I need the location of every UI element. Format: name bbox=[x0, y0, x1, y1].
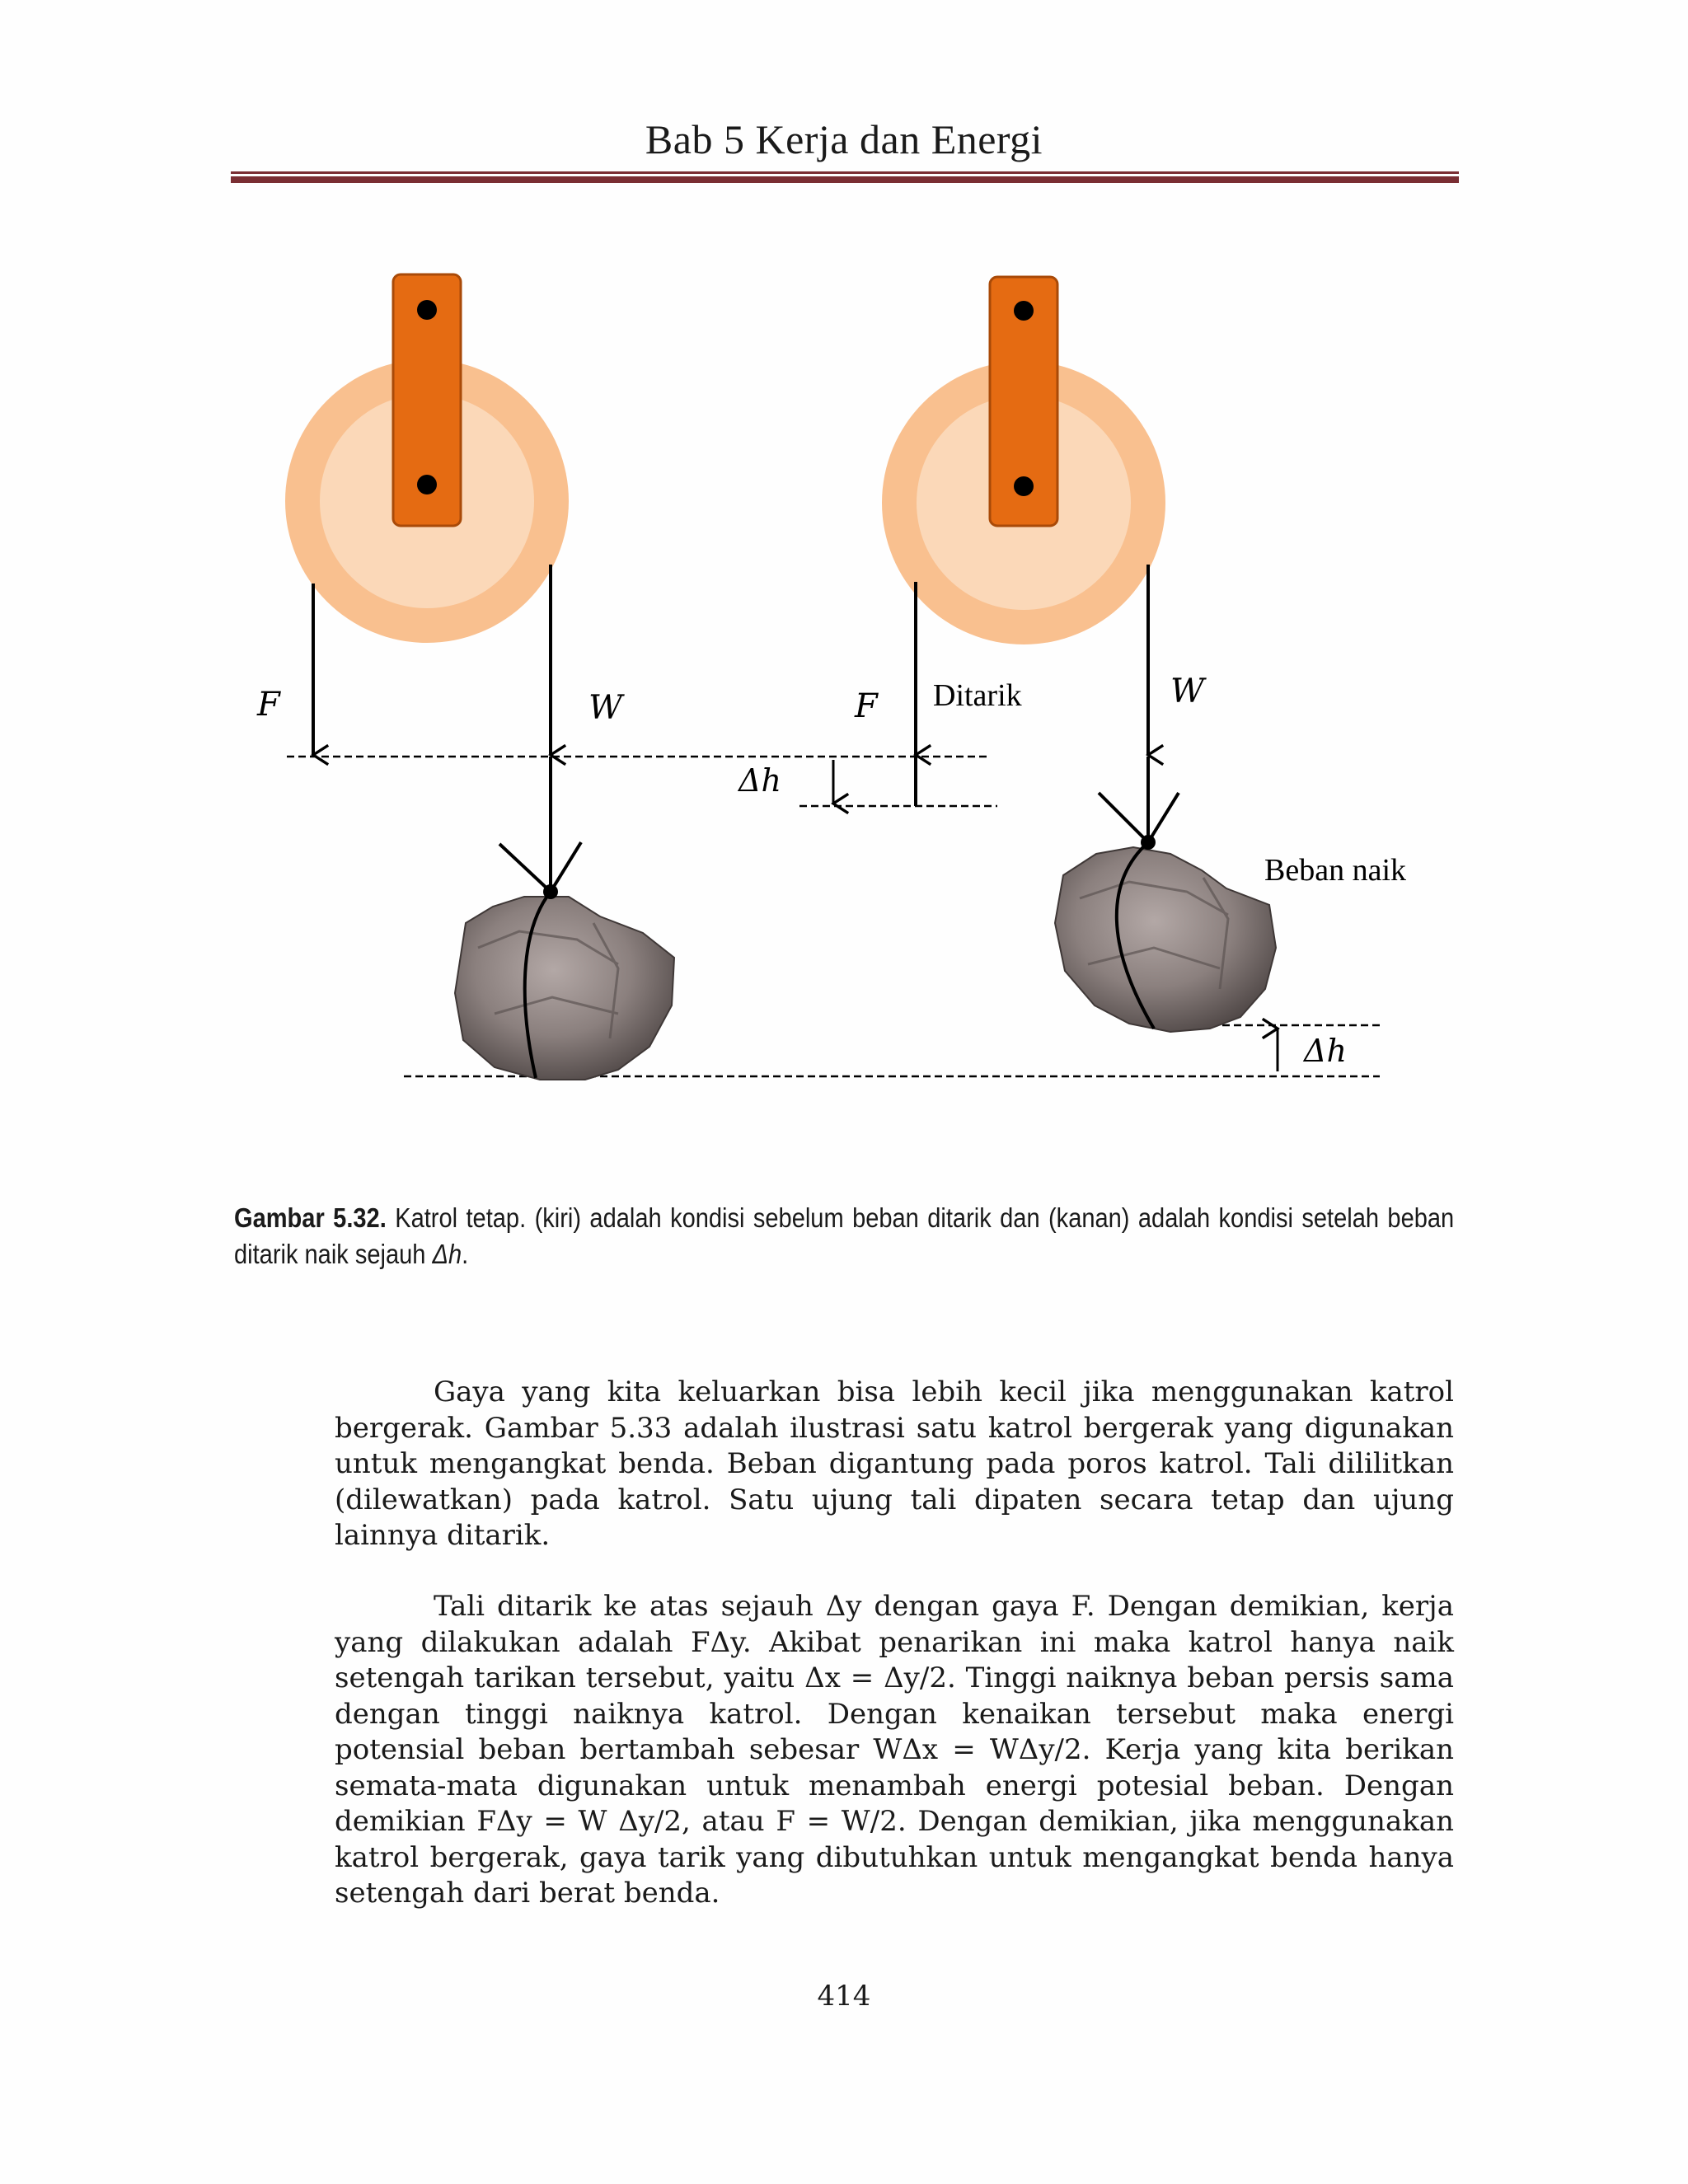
header-rule bbox=[231, 171, 1459, 174]
right-rock bbox=[1055, 793, 1276, 1032]
right-bracket-pin-top bbox=[1014, 301, 1034, 321]
left-bracket-axle bbox=[417, 475, 437, 494]
right-pulley bbox=[882, 277, 1165, 644]
delta-h-right-label: Δh bbox=[1304, 1033, 1347, 1069]
figure-caption bbox=[234, 1200, 1454, 1272]
left-pulley bbox=[285, 274, 569, 643]
paragraph-2 bbox=[335, 1589, 1454, 1912]
right-rope-knot-point bbox=[1141, 835, 1156, 850]
left-bracket-pin-top bbox=[417, 300, 437, 320]
right-rock-body bbox=[1055, 847, 1276, 1032]
header-rule-thick bbox=[231, 176, 1459, 183]
left-rope-knot-point bbox=[543, 884, 558, 899]
chapter-title: Bab 5 Kerja dan Energi bbox=[645, 116, 1043, 162]
paragraph-1 bbox=[335, 1375, 1454, 1554]
caption-label: Gambar 5.32. bbox=[234, 1202, 387, 1233]
left-F-label: F bbox=[257, 686, 280, 724]
left-rock-body bbox=[455, 897, 674, 1080]
ditarik-label: Ditarik bbox=[933, 678, 1022, 713]
paragraph-2-text: Tali ditarik ke atas sejauh Δy dengan gaya F. Dengan demikian, kerja yang dilakukan adalah FΔy. Akibat penarikan ini maka katrol hanya naik setengah tarikan tersebut, yaitu Δx = Δy/2. Tinggi naiknya beban persis sama dengan tinggi naiknya katrol. Dengan kenaikan tersebut maka energi potensial beban bertambah sebesar WΔx = WΔy/2. Kerja yang kita berikan semata-mata digunakan untuk menambah energi potesial beban. Dengan demikian FΔy = W Δy/2, atau F = W/2. Dengan demikian, jika menggunakan katrol bergerak, gaya tarik yang dibutuhkan untuk mengangkat benda hanya setengah dari berat benda. bbox=[335, 1590, 1454, 1910]
caption-end: . bbox=[462, 1239, 469, 1269]
pulley-figure bbox=[231, 223, 1459, 1129]
caption-symbol: Δh bbox=[432, 1239, 462, 1269]
page-number: 414 bbox=[817, 1980, 871, 2013]
right-bracket-axle bbox=[1014, 476, 1034, 496]
beban-naik-label: Beban naik bbox=[1264, 853, 1407, 888]
left-rope-knot bbox=[499, 842, 581, 892]
caption-text: Katrol tetap. (kiri) adalah kondisi sebelum beban ditarik dan (kanan) adalah kondisi setelah beban ditarik naik sejauh bbox=[234, 1202, 1455, 1269]
right-rope-knot bbox=[1099, 793, 1179, 842]
right-F-label: F bbox=[855, 687, 878, 725]
left-W-label: W bbox=[588, 689, 623, 727]
delta-h-left-label: Δh bbox=[738, 762, 781, 799]
right-W-label: W bbox=[1170, 673, 1205, 710]
left-rock bbox=[455, 842, 674, 1080]
paragraph-1-text: Gaya yang kita keluarkan bisa lebih kecil jika menggunakan katrol bergerak. Gambar 5.33 adalah ilustrasi satu katrol bergerak yang digunakan untuk mengangkat benda. Beban digantung pada poros katrol. Tali dililitkan (dilewatkan) pada katrol. Satu ujung tali dipaten secara tetap dan ujung lainnya ditarik. bbox=[335, 1376, 1454, 1552]
